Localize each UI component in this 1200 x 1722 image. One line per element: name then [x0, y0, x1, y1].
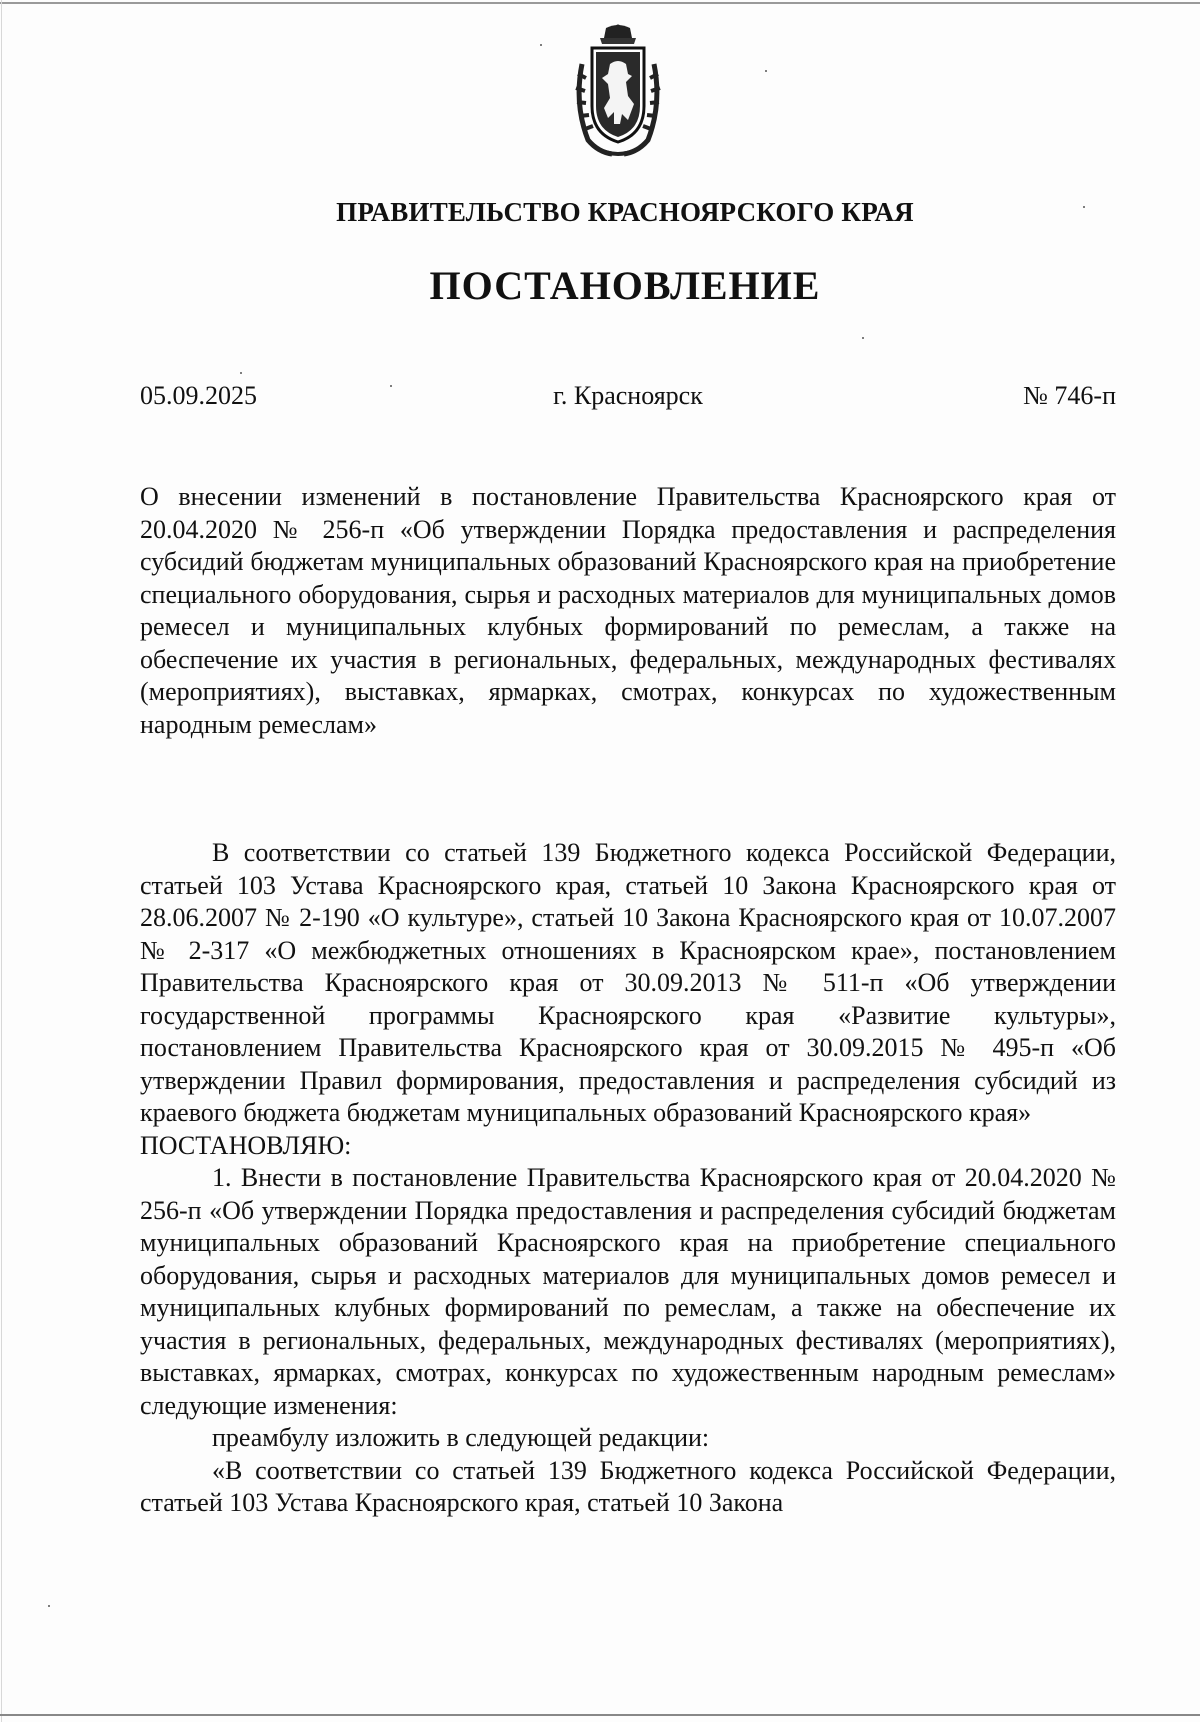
document-date: 05.09.2025	[140, 381, 257, 410]
document-number: № 746-п	[1023, 381, 1116, 410]
item-1-subparagraph: преамбулу изложить в следующей редакции:	[212, 1423, 710, 1452]
scan-speck	[48, 1605, 50, 1607]
scan-edge-left	[1, 0, 2, 1722]
document-subject: О внесении изменений в постановление Правительства Красноярского края от 20.04.2020 № 256-п «Об утверждении Порядка предоставления и распределения субсидий бюджетам муниципальных образований Красноярского края на приобретение специального оборудования, сырья и расходных материалов для муниципальных домов ремесел и муниципальных клубных формирований по ремеслам, а также на обеспечение их участия в региональных, федеральных, международных фестивалях (мероприятиях), выставках, ярмарках, смотрах, конкурсах по художественным народным ремеслам»	[140, 482, 1116, 739]
scan-edge-top	[0, 2, 1200, 4]
preamble-paragraph: В соответствии со статьей 139 Бюджетного кодекса Российской Федерации, статьей 103 Устава Красноярского края, статьей 10 Закона Красноярского края от 28.06.2007 № 2-190 «О культуре», статьей 10 Закона Красноярского края от 10.07.2007 № 2-317 «О межбюджетных отношениях в Красноярском крае», постановлением Правительства Красноярского края от 30.09.2013 № 511-п «Об утверждении государственной программы Красноярского края «Развитие культуры», постановлением Правительства Красноярского края от 30.09.2015 № 495-п «Об утверждении Правил формирования, предоставления и распределения субсидий из краевого бюджета бюджетам муниципальных образований Красноярского края»	[140, 838, 1116, 1127]
scan-speck	[765, 70, 767, 72]
scan-speck	[540, 44, 542, 46]
document-subject-block	[140, 481, 1116, 741]
decree-word: ПОСТАНОВЛЯЮ:	[140, 1130, 352, 1160]
organization-title: ПРАВИТЕЛЬСТВО КРАСНОЯРСКОГО КРАЯ	[336, 197, 914, 227]
document-body	[140, 837, 1116, 1520]
scan-speck	[240, 372, 242, 374]
document-type-heading: ПОСТАНОВЛЕНИЕ	[429, 263, 821, 308]
document-place: г. Красноярск	[553, 381, 703, 410]
item-1-paragraph: 1. Внести в постановление Правительства Красноярского края от 20.04.2020 № 256-п «Об утверждении Порядка предоставления и распределения субсидий бюджетам муниципальных образований Красноярского края на приобретение специального оборудования, сырья и расходных материалов для муниципальных домов ремесел и муниципальных клубных формирований по ремеслам, а также на обеспечение их участия в региональных, федеральных, международных фестивалях (мероприятиях), выставках, ярмарках, смотрах, конкурсах по художественным народным ремеслам» следующие изменения:	[140, 1163, 1116, 1420]
krasnoyarsk-coat-of-arms-icon	[572, 24, 664, 160]
quoted-preamble-paragraph: «В соответствии со статьей 139 Бюджетного кодекса Российской Федерации, статьей 103 Устава Красноярского края, статьей 10 Закона	[140, 1455, 1116, 1517]
scan-speck	[862, 337, 864, 339]
scan-edge-bottom	[0, 1714, 1200, 1716]
